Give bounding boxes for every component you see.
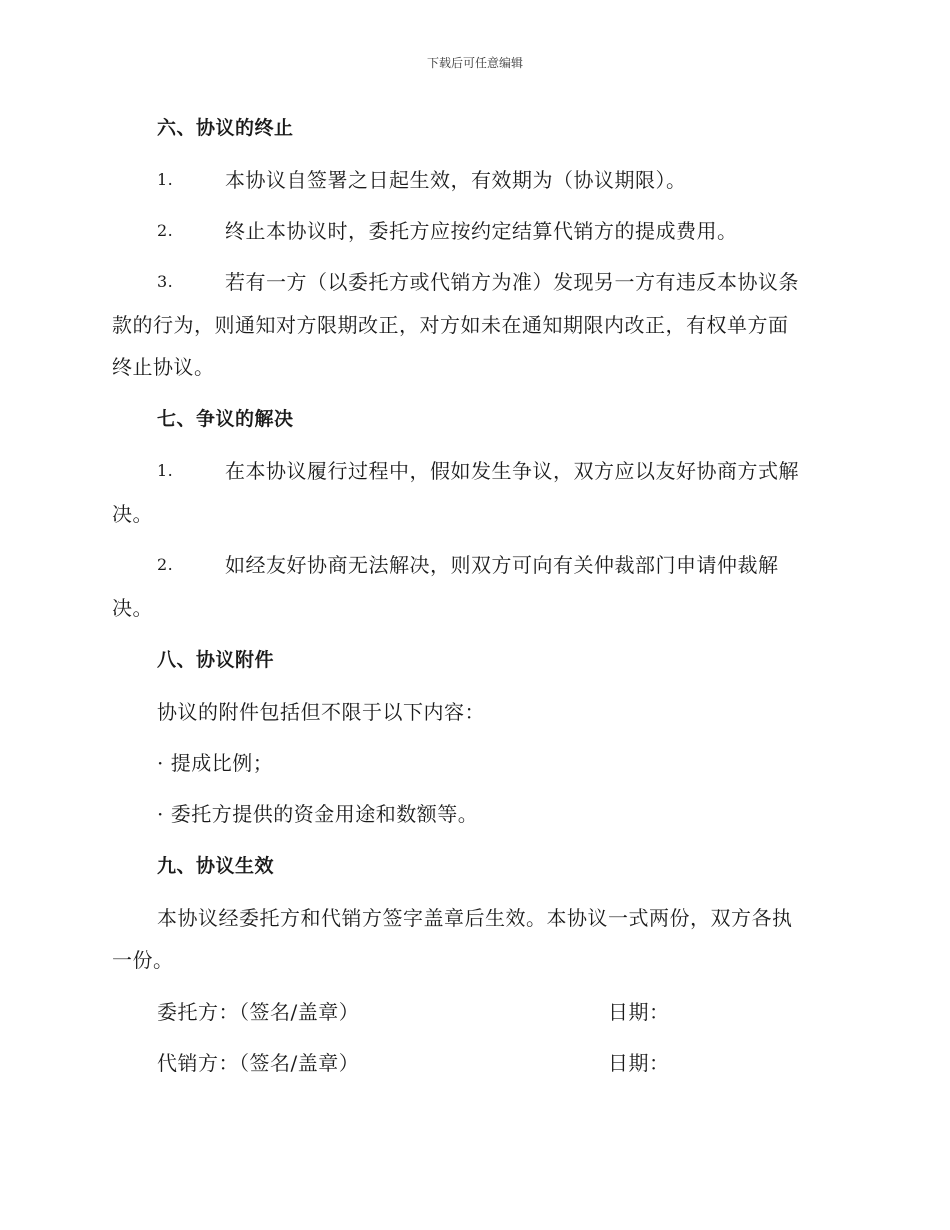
section-7-item-2-cont: 决。 (112, 596, 153, 620)
page-header: 下载后可任意编辑 (426, 56, 523, 70)
signature-label: 委托方：（签名/盖章） (157, 1000, 360, 1024)
item-number: 3. (157, 272, 174, 291)
section-8-bullet-1: · 提成比例； (157, 751, 274, 775)
item-text: 若有一方（以委托方或代销方为准）发现另一方有违反本协议条 (225, 270, 799, 294)
item-text: 在本协议履行过程中，假如发生争议，双方应以友好协商方式解 (225, 459, 799, 483)
item-number: 2. (157, 555, 174, 574)
item-text: 本协议自签署之日起生效，有效期为（协议期限）。 (225, 168, 687, 192)
item-text: 终止本协议时，委托方应按约定结算代销方的提成费用。 (225, 219, 738, 243)
section-9-text: 本协议经委托方和代销方签字盖章后生效。本协议一式两份，双方各执 (157, 906, 793, 930)
item-number: 1. (157, 461, 174, 480)
item-number: 1. (157, 170, 174, 189)
section-6-item-3-cont-2: 终止协议。 (112, 355, 215, 379)
section-8-bullet-2: · 委托方提供的资金用途和数额等。 (157, 802, 479, 826)
section-6-title: 六、协议的终止 (157, 117, 294, 139)
date-label: 日期： (608, 1051, 670, 1075)
item-number: 2. (157, 221, 174, 240)
signature-label: 代销方：（签名/盖章） (157, 1051, 360, 1075)
section-7-item-1-cont: 决。 (112, 502, 153, 526)
section-8-intro: 协议的附件包括但不限于以下内容： (157, 700, 485, 724)
section-6-item-3-cont-1: 款的行为，则通知对方限期改正，对方如未在通知期限内改正，有权单方面 (112, 313, 789, 337)
date-label: 日期： (608, 1000, 670, 1024)
item-text: 如经友好协商无法解决，则双方可向有关仲裁部门申请仲裁解 (225, 553, 779, 577)
section-8-title: 八、协议附件 (157, 649, 275, 671)
section-7-title: 七、争议的解决 (157, 408, 294, 430)
section-9-text-cont: 一份。 (112, 948, 174, 972)
section-9-title: 九、协议生效 (157, 855, 275, 877)
